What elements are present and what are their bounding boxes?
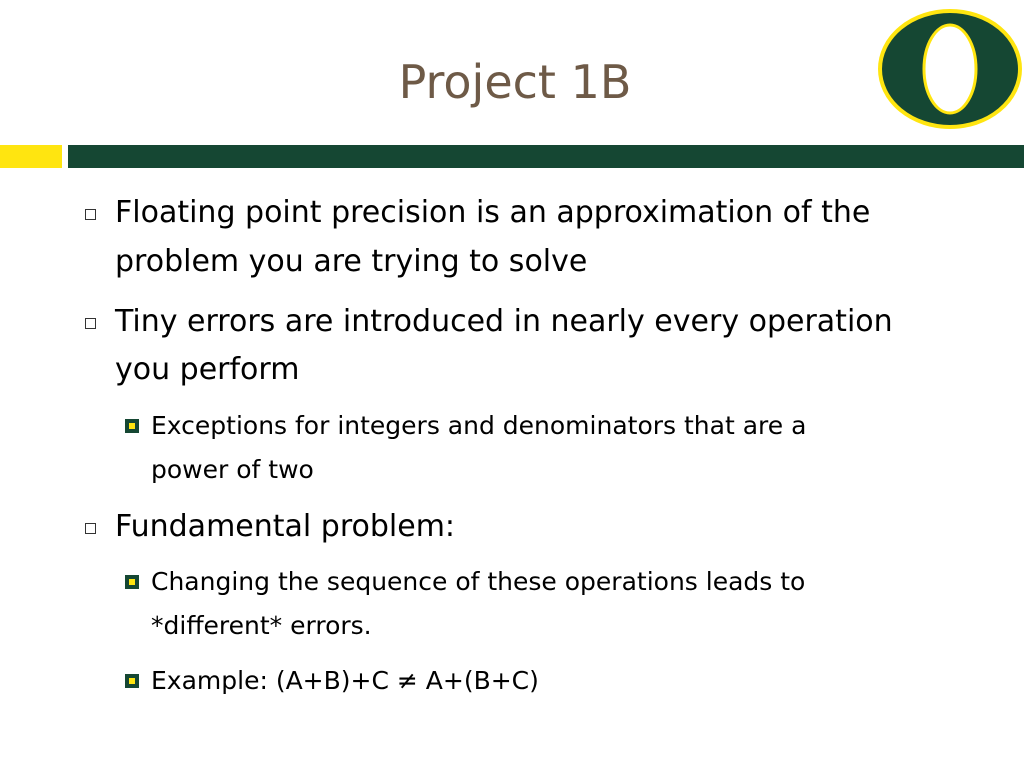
bullet-3a-line-1: Changing the sequence of these operations leads to [151, 567, 806, 596]
filled-square-bullet-icon [125, 575, 139, 589]
slide-title: Project 1B [398, 55, 632, 109]
bullet-2-line-1: Tiny errors are introduced in nearly every operation [115, 304, 893, 339]
square-bullet-icon [85, 209, 96, 220]
bullet-1-line-2: problem you are trying to solve [115, 244, 588, 279]
bullet-3a-line-2: *different* errors. [151, 611, 372, 640]
bullet-1-line-1: Floating point precision is an approximation of the [115, 195, 871, 230]
bullet-2a-line-1: Exceptions for integers and denominators that are a [151, 411, 807, 440]
bullet-2a-line-2: power of two [151, 455, 314, 484]
bullet-2-line-2: you perform [115, 352, 300, 387]
bullet-3-line-1: Fundamental problem: [115, 509, 456, 544]
square-bullet-icon [85, 523, 96, 534]
square-bullet-icon [85, 318, 96, 329]
filled-square-bullet-icon [125, 674, 139, 688]
filled-square-bullet-icon [125, 419, 139, 433]
bullet-3b-line-1: Example: (A+B)+C ≠ A+(B+C) [151, 666, 539, 695]
